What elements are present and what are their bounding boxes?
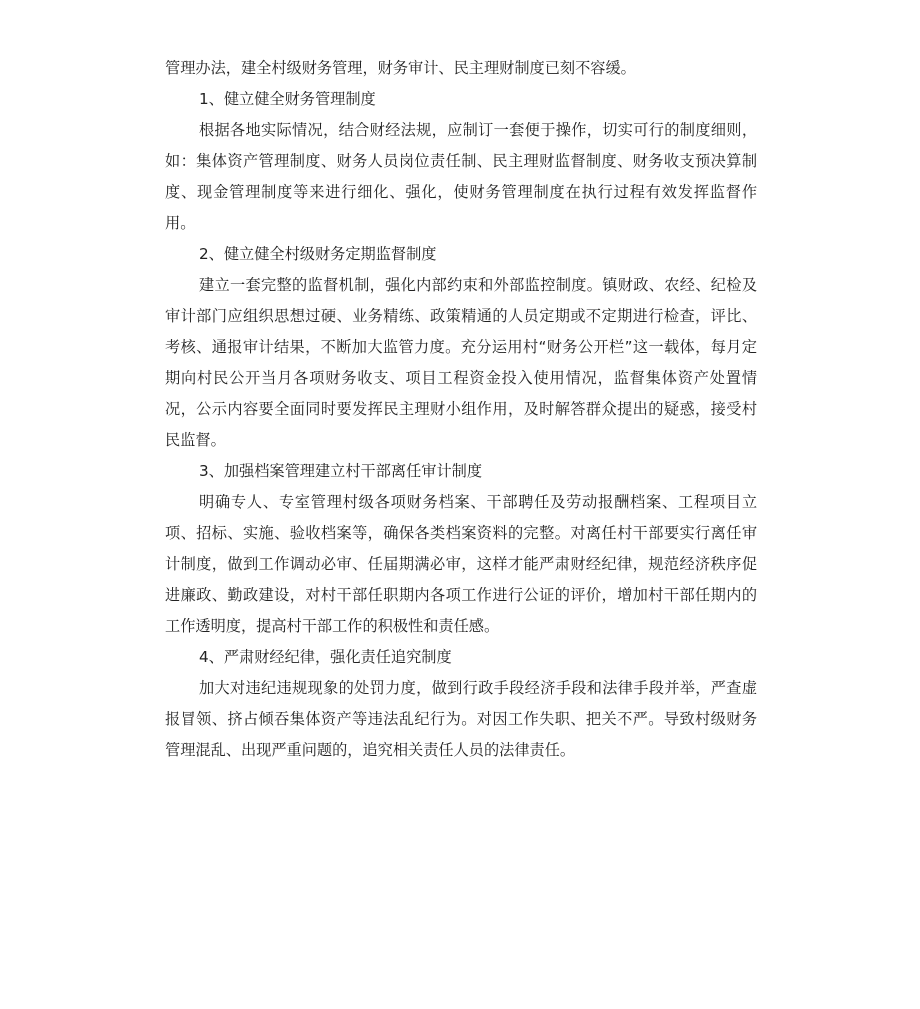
section-heading-1: 1、健立健全财务管理制度 [199,90,376,108]
section-body-4: 加大对违纪违规现象的处罚力度，做到行政手段经济手段和法律手段并举，严查虚报冒领、挤占倾吞集体资产等违法乱纪行为。对因工作失职、把关不严。导致村级财务管理混乱、出现严重问题的，追究相关责任人员的法律责任。 [165,679,757,759]
section-body-1: 根据各地实际情况，结合财经法规，应制订一套便于操作，切实可行的制度细则，如：集体资产管理制度、财务人员岗位责任制、民主理财监督制度、财务收支预决算制度、现金管理制度等来进行细化、强化，使财务管理制度在执行过程有效发挥监督作用。 [165,121,757,232]
section-heading-2: 2、健立健全村级财务定期监督制度 [199,245,437,263]
section-body-2: 建立一套完整的监督机制，强化内部约束和外部监控制度。镇财政、农经、纪检及审计部门应组织思想过硬、业务精练、政策精通的人员定期或不定期进行检查，评比、考核、通报审计结果，不断加大监管力度。充分运用村“财务公开栏”这一载体，每月定期向村民公开当月各项财务收支、项目工程资金投入使用情况，监督集体资产处置情况，公示内容要全面同时要发挥民主理财小组作用，及时解答群众提出的疑惑，接受村民监督。 [165,276,757,449]
section-heading-4: 4、严肃财经纪律，强化责任追究制度 [199,648,452,666]
paragraph-continued: 管理办法，建全村级财务管理，财务审计、民主理财制度已刻不容缓。 [165,59,636,77]
document-body [165,53,757,766]
section-heading-3: 3、加强档案管理建立村干部离任审计制度 [199,462,483,480]
section-body-3: 明确专人、专室管理村级各项财务档案、干部聘任及劳动报酬档案、工程项目立项、招标、实施、验收档案等，确保各类档案资料的完整。对离任村干部要实行离任审计制度，做到工作调动必审、任届期满必审，这样才能严肃财经纪律，规范经济秩序促进廉政、勤政建设，对村干部任职期内各项工作进行公证的评价，增加村干部任期内的工作透明度，提高村干部工作的积极性和责任感。 [165,493,757,635]
